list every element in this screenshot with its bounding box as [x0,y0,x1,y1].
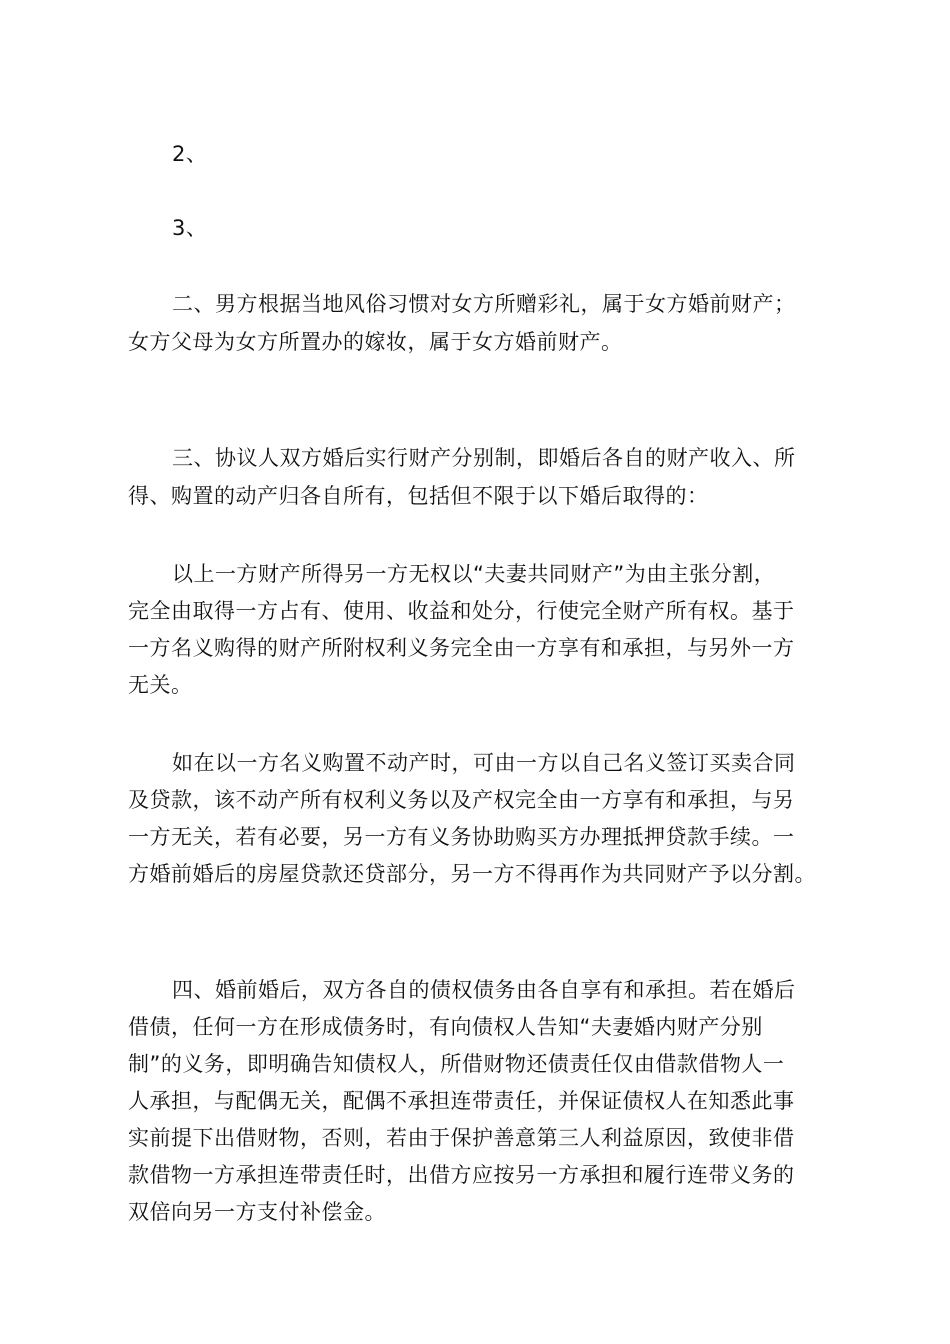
paragraph-b-line-1: 如在以一方名义购置不动产时，可由一方以自己名义签订买卖合同 [172,751,796,775]
clause-3-line-1: 三、协议人双方婚后实行财产分别制，即婚后各自的财产收入、所 [172,446,796,470]
paragraph-b-line-3: 一方无关，若有必要，另一方有义务协助购买方办理抵押贷款手续。一 [128,825,795,849]
paragraph-a-line-3: 一方名义购得的财产所附权利义务完全由一方享有和承担，与另外一方 [128,636,795,660]
paragraph-a-line-1: 以上一方财产所得另一方无权以“夫妻共同财产”为由主张分割， [172,562,776,586]
clause-4-line-7: 双倍向另一方支付补偿金。 [128,1200,386,1224]
clause-4-line-2: 借债，任何一方在形成债务时，有向债权人告知“夫妻婚内财产分别 [128,1015,763,1039]
paragraph-a-line-2: 完全由取得一方占有、使用、收益和处分，行使完全财产所有权。基于 [128,599,795,623]
clause-3-line-2: 得、购置的动产归各自所有，包括但不限于以下婚后取得的： [128,484,709,508]
clause-2-line-1: 二、男方根据当地风俗习惯对女方所赠彩礼，属于女方婚前财产； [172,292,796,316]
paragraph-b-line-4: 方婚前婚后的房屋贷款还贷部分，另一方不得再作为共同财产予以分割。 [128,862,816,886]
clause-4-line-3: 制”的义务，即明确告知债权人，所借财物还债责任仅由借款借物人一 [128,1052,785,1076]
list-item-3: 3、 [172,216,208,240]
clause-4-line-5: 实前提下出借财物，否则，若由于保护善意第三人利益原因，致使非借 [128,1126,795,1150]
clause-4-line-6: 款借物一方承担连带责任时，出借方应按另一方承担和履行连带义务的 [128,1163,795,1187]
clause-2-line-2: 女方父母为女方所置办的嫁妆，属于女方婚前财产。 [128,330,623,354]
paragraph-b-line-2: 及贷款，该不动产所有权利义务以及产权完全由一方享有和承担，与另 [128,788,795,812]
clause-4-line-4: 人承担，与配偶无关，配偶不承担连带责任，并保证债权人在知悉此事 [128,1089,795,1113]
clause-4-line-1: 四、婚前婚后，双方各自的债权债务由各自享有和承担。若在婚后 [172,978,796,1002]
list-item-2: 2、 [172,142,208,166]
paragraph-a-line-4: 无关。 [128,673,193,697]
